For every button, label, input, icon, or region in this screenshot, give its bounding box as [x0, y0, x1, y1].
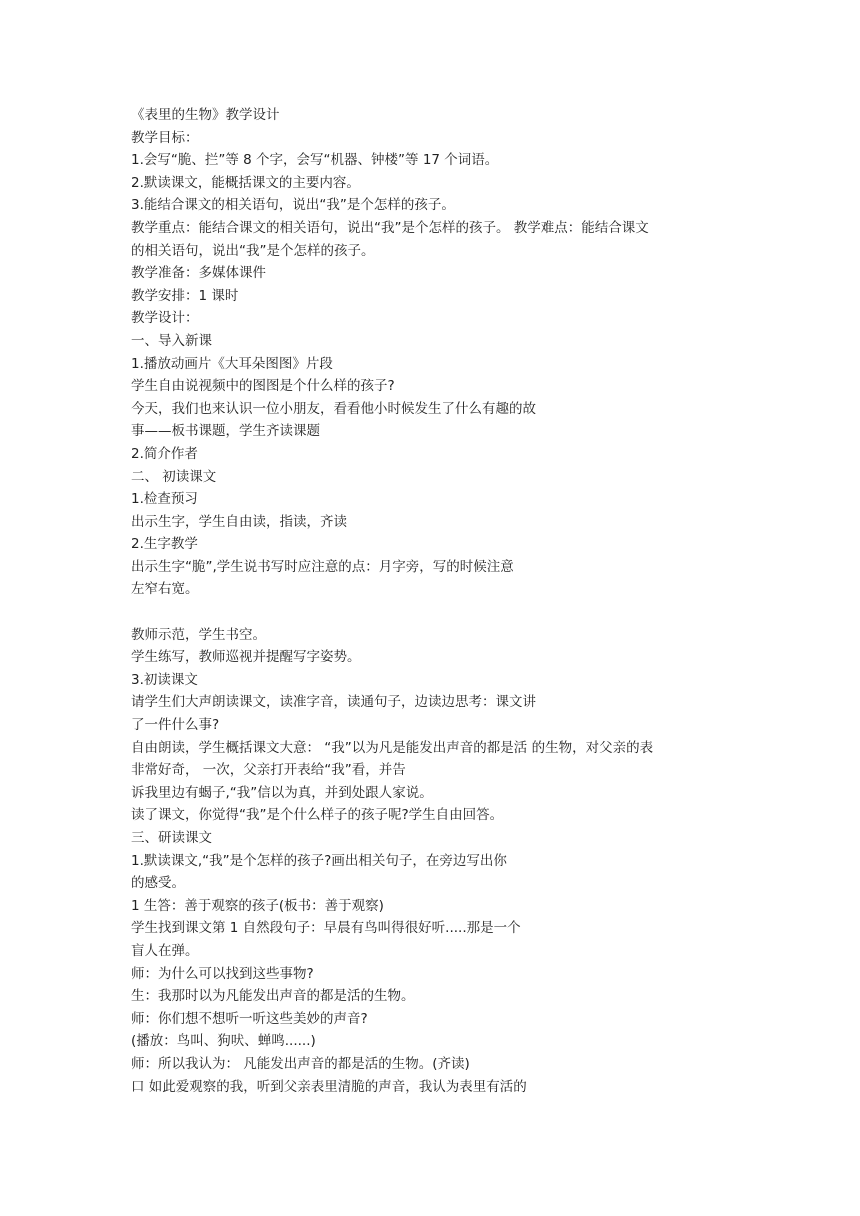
objective-1: 1.会写“脆、拦”等 8 个字，会写“机器、钟楼”等 17 个词语。	[131, 152, 499, 169]
paragraph-line: 出示生字“脆”,学生说书写时应注意的点：月字旁，写的时候注意	[131, 558, 514, 575]
paragraph-line: 的感受。	[131, 875, 185, 892]
paragraph-line: 1 生答：善于观察的孩子(板书：善于观察)	[131, 897, 384, 914]
paragraph-line: 1.播放动画片《大耳朵图图》片段	[131, 355, 333, 372]
section-heading-objectives: 教学目标：	[131, 129, 199, 146]
preparation-line: 教学准备：多媒体课件	[131, 265, 266, 282]
paragraph-line: 学生自由说视频中的图图是个什么样的孩子?	[131, 378, 395, 395]
objective-3: 3.能结合课文的相关语句，说出“我”是个怎样的孩子。	[131, 197, 455, 214]
paragraph-line: 事——板书课题，学生齐读课题	[131, 423, 320, 440]
part-heading-first-reading: 二、 初读课文	[131, 468, 217, 485]
paragraph-line: 师：所以我认为： 凡能发出声音的都是活的生物。(齐读)	[131, 1055, 470, 1072]
paragraph-line: 1.默读课文,“我”是个怎样的孩子?画出相关句子，在旁边写出你	[131, 852, 507, 869]
objective-2: 2.默读课文，能概括课文的主要内容。	[131, 174, 360, 191]
key-points-line: 教学重点：能结合课文的相关语句，说出“我”是个怎样的孩子。 教学难点：能结合课文	[131, 219, 649, 236]
paragraph-line: 口 如此爱观察的我，听到父亲表里清脆的声音，我认为表里有活的	[131, 1078, 527, 1095]
paragraph-line: 请学生们大声朗读课文，读准字音，读通句子，边读边思考：课文讲	[131, 694, 536, 711]
paragraph-line: 今天，我们也来认识一位小朋友，看看他小时候发生了什么有趣的故	[131, 400, 536, 417]
paragraph-line: 1.检查预习	[131, 491, 198, 508]
part-heading-introduction: 一、导入新课	[131, 332, 212, 349]
paragraph-line: 2.生字教学	[131, 536, 198, 553]
paragraph-line: 非常好奇， 一次，父亲打开表给“我”看，并告	[131, 762, 406, 779]
schedule-line: 教学安排：1 课时	[131, 287, 239, 304]
paragraph-line: 读了课文，你觉得“我”是个什么样子的孩子呢?学生自由回答。	[131, 807, 504, 824]
part-heading-study: 三、研读课文	[131, 830, 212, 846]
blank-line	[131, 601, 751, 624]
key-points-line-continued: 的相关语句，说出“我”是个怎样的孩子。	[131, 242, 375, 259]
paragraph-line: 自由朗读，学生概括课文大意： “我”以为凡是能发出声音的都是活 的生物，对父亲的表	[131, 739, 654, 756]
paragraph-line: 生：我那时以为凡能发出声音的都是活的生物。	[131, 988, 415, 1005]
paragraph-line: 学生找到课文第 1 自然段句子：早晨有鸟叫得很好听.....那是一个	[131, 920, 521, 937]
document-title: 《表里的生物》教学设计	[131, 107, 280, 123]
paragraph-line: 盲人在弹。	[131, 942, 199, 959]
paragraph-line: 左窄右宽。	[131, 581, 199, 598]
document-page	[131, 104, 751, 1098]
section-heading-design: 教学设计：	[131, 310, 199, 327]
paragraph-line: (播放：鸟叫、狗吠、蝉鸣......)	[131, 1033, 316, 1050]
paragraph-line: 诉我里边有蝎子,“我”信以为真，并到处跟人家说。	[131, 784, 433, 801]
paragraph-line: 学生练写，教师巡视并提醒写字姿势。	[131, 649, 361, 666]
paragraph-line: 教师示范，学生书空。	[131, 626, 266, 643]
paragraph-line: 了一件什么事?	[131, 717, 220, 734]
paragraph-line: 师：你们想不想听一听这些美妙的声音?	[131, 1010, 368, 1027]
paragraph-line: 出示生字，学生自由读，指读，齐读	[131, 513, 347, 530]
paragraph-line: 2.简介作者	[131, 445, 198, 462]
paragraph-line: 师：为什么可以找到这些事物?	[131, 965, 314, 982]
paragraph-line: 3.初读课文	[131, 671, 198, 688]
